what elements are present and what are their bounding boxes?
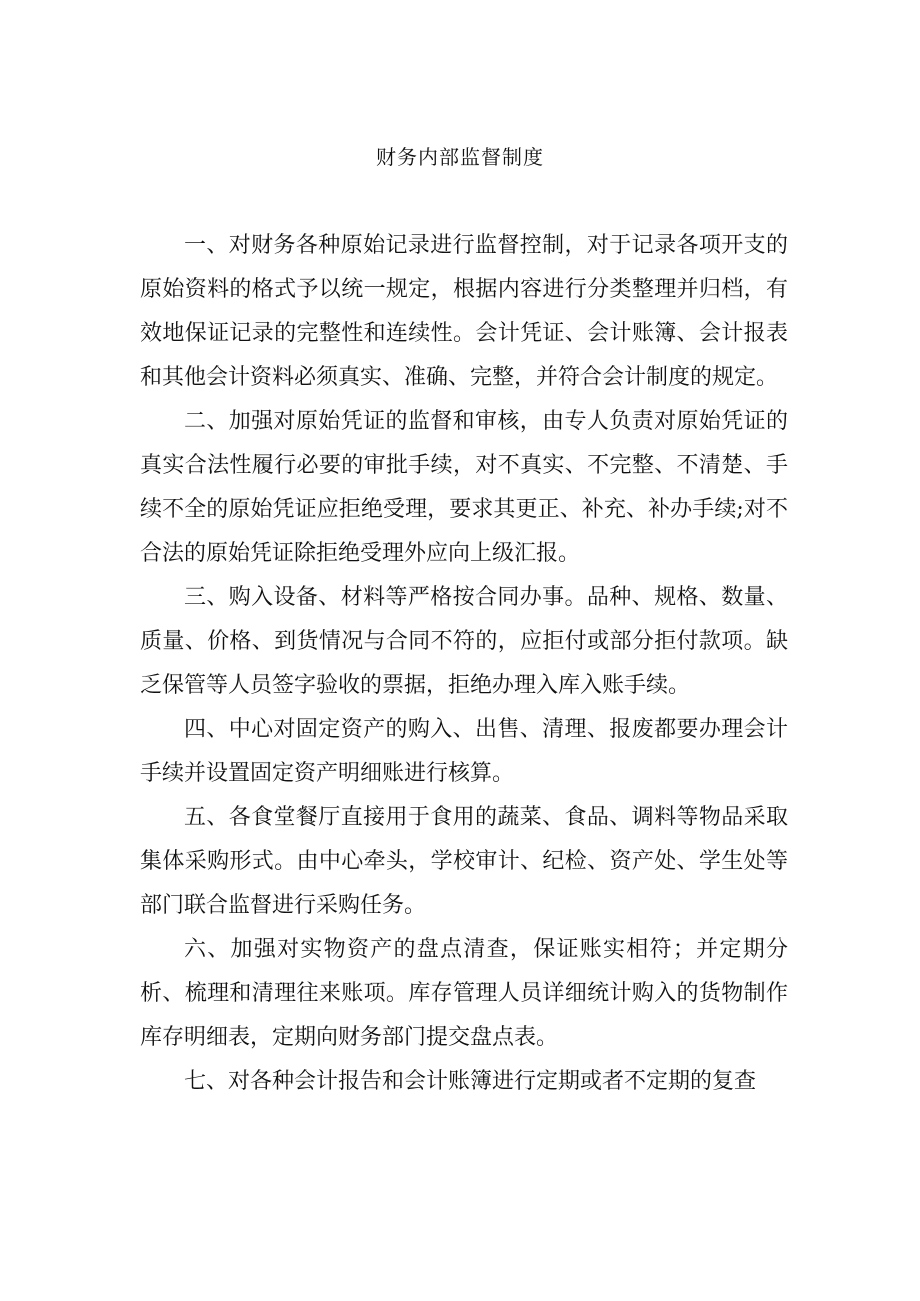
- document-title: 财务内部监督制度: [376, 145, 544, 169]
- paragraph-6: 六、加强对实物资产的盘点清查，保证账实相符；并定期分析、梳理和清理往来账项。库存管理人员详细统计购入的货物制作库存明细表，定期向财务部门提交盘点表。: [140, 937, 788, 1050]
- document-body: [140, 224, 788, 1104]
- paragraph-2: 二、加强对原始凭证的监督和审核，由专人负责对原始凭证的真实合法性履行必要的审批手续，对不真实、不完整、不清楚、手续不全的原始凭证应拒绝受理，要求其更正、补充、补办手续;对不合法的原始凭证除拒绝受理外应向上级汇报。: [140, 409, 788, 566]
- paragraph-3: 三、购入设备、材料等严格按合同办事。品种、规格、数量、质量、价格、到货情况与合同不符的，应拒付或部分拒付款项。缺乏保管等人员签字验收的票据，拒绝办理入库入账手续。: [140, 585, 788, 698]
- paragraph-1: 一、对财务各种原始记录进行监督控制，对于记录各项开支的原始资料的格式予以统一规定，根据内容进行分类整理并归档，有效地保证记录的完整性和连续性。会计凭证、会计账簿、会计报表和其他会计资料必须真实、准确、完整，并符合会计制度的规定。: [140, 233, 788, 390]
- paragraph-7: 七、对各种会计报告和会计账簿进行定期或者不定期的复查: [184, 1069, 757, 1094]
- paragraph-5: 五、各食堂餐厅直接用于食用的蔬菜、食品、调料等物品采取集体采购形式。由中心牵头，学校审计、纪检、资产处、学生处等部门联合监督进行采购任务。: [140, 805, 788, 918]
- paragraph-4: 四、中心对固定资产的购入、出售、清理、报废都要办理会计手续并设置固定资产明细账进行核算。: [140, 717, 788, 786]
